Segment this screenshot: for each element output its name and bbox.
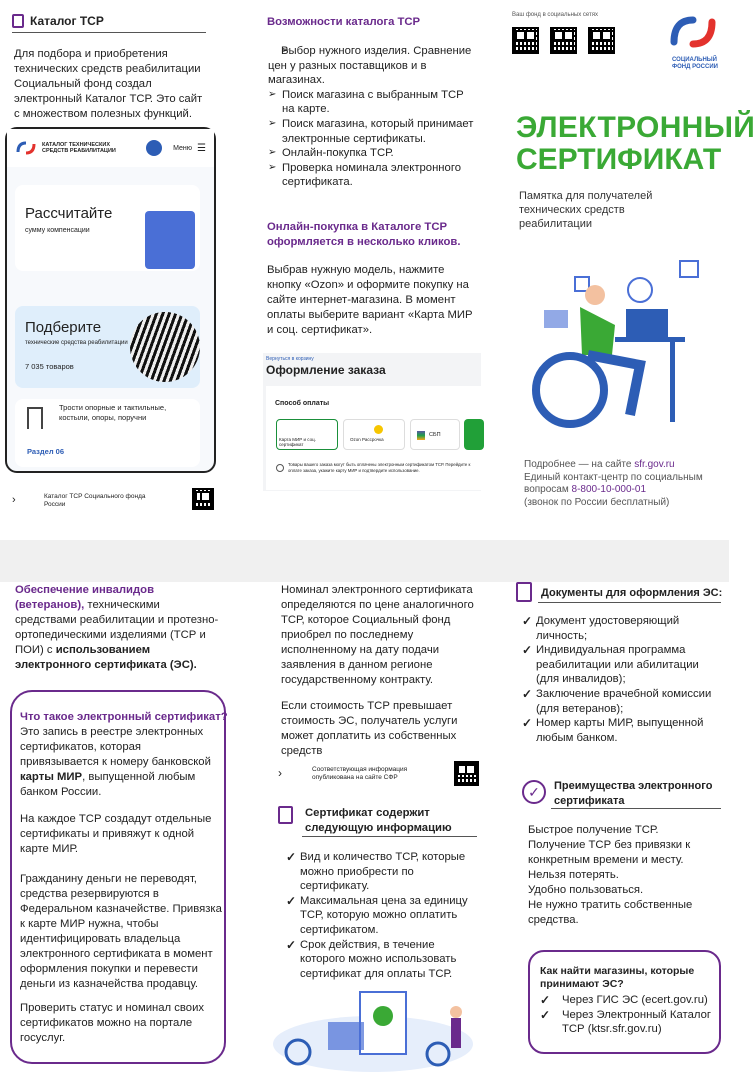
- lead-bold: использованием электронного сертификата (ЭС).: [15, 644, 197, 671]
- qr-code-social-3: [588, 27, 615, 54]
- cert-info-title: Сертификат содержит следующую информацию: [305, 807, 452, 834]
- docs-underline: [538, 602, 721, 603]
- phone-header: [7, 129, 214, 167]
- qr-code-social-2: [550, 27, 577, 54]
- card-select-sub: технические средства реабилитации: [25, 340, 128, 346]
- adv-item: Получение ТСР без привязки к конкретным времени и месту.: [528, 839, 691, 866]
- shops-title: Как найти магазины, которые принимают ЭС?: [540, 965, 695, 990]
- cover-contacts: [524, 459, 724, 509]
- sfr-logo-icon: [15, 140, 37, 156]
- features-title: Возможности каталога ТСР: [267, 16, 421, 28]
- qr-code-social-1: [512, 27, 539, 54]
- social-label: Ваш фонд в социальных сетях: [512, 12, 599, 18]
- document-icon: [278, 806, 293, 824]
- docs-item: ✓ Заключение врачебной комиссии (для ветеранов);: [522, 687, 722, 716]
- pay-option-mir[interactable]: Карта МИР и соц. сертификат: [276, 419, 338, 450]
- contact-pre: Подробнее — на сайте: [524, 459, 635, 470]
- adv-item: Не нужно тратить собственные средства.: [528, 899, 693, 926]
- cert-info-underline: [302, 836, 477, 837]
- contact-mid: Единый контакт-центр по социальным вопросам: [524, 471, 703, 495]
- adv-item: Нельзя потерять.: [528, 869, 619, 881]
- phone-mockup: [5, 127, 216, 473]
- feature-item: ➢ Поиск магазина, который принимает электронные сертификаты.: [268, 117, 478, 146]
- shops-item: ✓ Через ГИС ЭС (ecert.gov.ru): [540, 993, 715, 1008]
- online-title: Онлайн-покупка в Каталоге ТСР оформляется в несколько кликов.: [267, 221, 461, 248]
- card-select-count: 7 035 товаров: [25, 362, 74, 371]
- chevron-right-icon: ›: [12, 494, 16, 506]
- order-pay-label: Способ оплаты: [275, 400, 330, 407]
- docs-title: Документы для оформления ЭС:: [541, 587, 723, 599]
- sfr-info-link[interactable]: Соответствующая информация опубликована на сайте СФР: [312, 766, 408, 781]
- lead-purple: Обеспечение инвалидов (ветеранов),: [15, 584, 155, 611]
- sfr-logo-name: СОЦИАЛЬНЫЙ ФОНД РОССИИ: [672, 57, 718, 70]
- people-certificate-icon: [268, 982, 478, 1072]
- person-wheelchair-laptop-icon: [530, 255, 720, 445]
- qr-code-sfr: [454, 761, 479, 786]
- online-text: Выбрав нужную модель, нажмите кнопку «Ozon» и оформите покупку на сайте интернет-магазина. В момент оплаты выберите вариант «Карта МИР и соц. сертификат».: [267, 264, 473, 336]
- pay-option-sbp[interactable]: СБП: [410, 419, 460, 450]
- cover-illustration: [530, 255, 720, 445]
- feature-item: ➢ Поиск магазина с выбранным ТСР на карте.: [268, 88, 478, 117]
- ozon-icon: [374, 425, 383, 434]
- sbp-icon: [417, 431, 425, 440]
- sphere-icon: [130, 312, 200, 382]
- exceed-text: Если стоимость ТСР превышает стоимость ЭС, получатель услуги может доплатить из собственных средств: [281, 700, 458, 757]
- docs-list: [522, 614, 722, 745]
- phone-menu-label[interactable]: Меню: [173, 144, 193, 152]
- feature-item: ➢ Онлайн-покупка ТСР.: [268, 146, 478, 161]
- card-calculate-sub: сумму компенсации: [25, 227, 90, 234]
- card-select-title: Подберите: [25, 319, 102, 336]
- cover-title-1: ЭЛЕКТРОННЫЙ: [516, 111, 755, 144]
- calculator-icon: [145, 211, 195, 269]
- docs-item: ✓ Индивидуальная программа реабилитации или абилитации (для инвалидов);: [522, 643, 722, 687]
- shops-list: [540, 993, 715, 1037]
- what-is-p2: На каждое ТСР создадут отдельные сертификаты и привяжут к одной карте МИР.: [20, 813, 212, 855]
- adv-item: Быстрое получение ТСР.: [528, 824, 659, 836]
- check-circle-icon: ✓: [522, 780, 546, 804]
- sfr-info-link-row[interactable]: [276, 762, 486, 790]
- chevron-right-icon: ›: [278, 766, 282, 780]
- what-is-title: Что такое электронный сертификат?: [20, 711, 228, 723]
- col2-illustration: [268, 982, 478, 1072]
- feature-item: ➢ Проверка номинала электронного сертификата.: [268, 161, 478, 190]
- cert-info-item: ✓ Вид и количество ТСР, которые можно приобрести по сертификату.: [286, 850, 478, 894]
- card-canes[interactable]: [15, 399, 200, 467]
- page-separator: [0, 540, 729, 582]
- sfr-logo-icon: [668, 12, 718, 52]
- what-is-p1: Это запись в реестре электронных сертификатов, которая привязывается к номеру банковской карты МИР, выпущенной любым банком России.: [20, 726, 211, 798]
- card-canes-section: Раздел 06: [27, 447, 65, 456]
- catalog-footer-link[interactable]: Каталог ТСР Социального фонда России: [44, 493, 146, 508]
- card-calculate[interactable]: [15, 185, 200, 271]
- catalog-intro: Для подбора и приобретения технических средств реабилитации Социальный фонд создал электронный Каталог ТСР. Это сайт с множеством полезных функций.: [14, 48, 203, 120]
- cert-info-item: ✓ Максимальная цена за единицу ТСР, которую можно оплатить сертификатом.: [286, 894, 478, 938]
- features-list: [268, 44, 478, 190]
- cover-title-2: СЕРТИФИКАТ: [516, 143, 722, 176]
- lead-text: [15, 583, 220, 673]
- adv-item: Удобно пользоваться.: [528, 884, 644, 896]
- adv-underline: [551, 808, 721, 809]
- pay-option-ozon[interactable]: Ozon Рассрочка: [343, 419, 405, 450]
- docs-item: ✓ Документ удостоверяющий личность;: [522, 614, 722, 643]
- catalog-footer[interactable]: [10, 491, 216, 513]
- catalog-title: Каталог ТСР: [30, 14, 104, 28]
- nominal-text: Номинал электронного сертификата определяются по цене аналогичного ТСР, которое Социальный фонд приобрел по последнему исполненному на дату подачи заявления в данном регионе государственному контракту.: [281, 584, 474, 686]
- catalog-header: [12, 14, 206, 33]
- lead-mid: техническими средствами реабилитации и протезно-ортопедическими изделиями (ТСР и ПОИ) с: [15, 599, 219, 656]
- card-select[interactable]: [15, 306, 200, 388]
- order-note: Товары вашего заказа могут быть оплачены электронным сертификатом ТСР. Перейдите к оплате заказа, укажите карту МИР и подтвердите использование.: [288, 462, 471, 473]
- document-icon: [516, 582, 532, 602]
- cover-subtitle: Памятка для получателей технических средств реабилитации: [519, 190, 653, 230]
- document-icon: [12, 14, 24, 28]
- adv-title: Преимущества электронного сертификата: [554, 780, 713, 807]
- qr-code-catalog: [192, 488, 214, 510]
- contact-post: (звонок по России бесплатный): [524, 496, 670, 508]
- phone-logo-text: КАТАЛОГ ТЕХНИЧЕСКИХ СРЕДСТВ РЕАБИЛИТАЦИИ: [42, 141, 116, 154]
- order-screenshot: [263, 353, 481, 491]
- shops-item: ✓ Через Электронный Каталог ТСР (ktsr.sfr.gov.ru): [540, 1008, 715, 1037]
- contact-phone[interactable]: 8-800-10-000-01: [571, 484, 647, 495]
- card-calculate-title: Рассчитайте: [25, 205, 113, 222]
- check-circle-icon: [276, 464, 284, 472]
- order-back-link[interactable]: Вернуться в корзину: [266, 356, 314, 362]
- adv-list: [528, 823, 718, 928]
- cert-info-list: [286, 850, 478, 981]
- what-is-p4: Проверить статус и номинал своих сертификатов можно на портале госуслуг.: [20, 1002, 205, 1044]
- phone-search-icon[interactable]: [146, 140, 162, 156]
- what-is-p3: Гражданину деньги не переводят, средства резервируются в Федеральном казначействе. Привязка к карте МИР нужна, чтобы идентифицировать владельца электронного сертификата в момент оформления покупки и перевести деньги из казначейства продавцу.: [20, 873, 222, 990]
- hamburger-icon[interactable]: ☰: [197, 142, 206, 154]
- feature-item: ➢ Выбор нужного изделия. Сравнение цен у разных поставщиков и в магазинах.: [268, 44, 478, 88]
- cert-info-item: ✓ Срок действия, в течение которого можно использовать сертификат для оплаты ТСР.: [286, 938, 478, 982]
- pay-option-green[interactable]: [464, 419, 484, 450]
- order-title: Оформление заказа: [266, 363, 386, 377]
- walker-icon: [27, 407, 43, 429]
- card-canes-text: Трости опорные и тактильные, костыли, опоры, поручни: [59, 403, 167, 422]
- contact-site-link[interactable]: sfr.gov.ru: [634, 459, 675, 470]
- docs-item: ✓ Номер карты МИР, выпущенной любым банком.: [522, 716, 722, 745]
